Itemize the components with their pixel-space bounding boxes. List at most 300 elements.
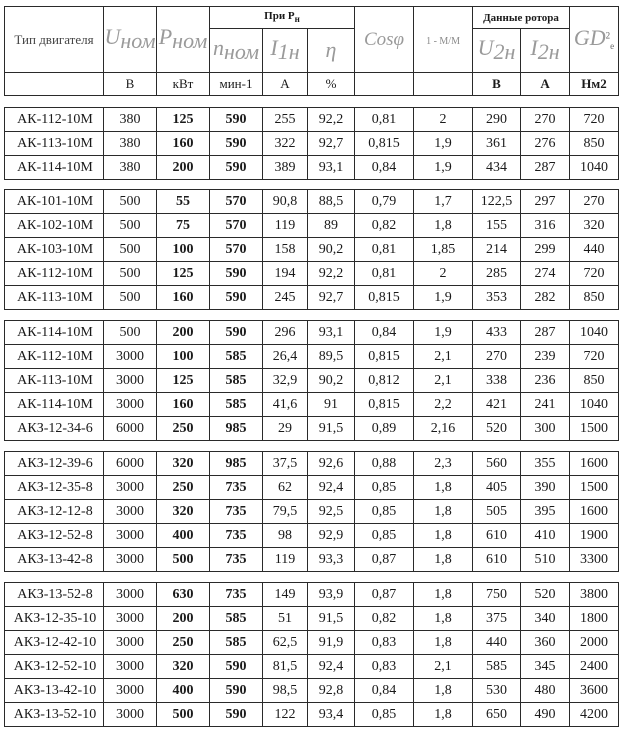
value-cell: 735 (210, 500, 263, 524)
value-cell: 1800 (570, 607, 619, 631)
value-cell: 320 (570, 214, 619, 238)
value-cell: 200 (157, 607, 210, 631)
value-cell: 720 (570, 108, 619, 132)
value-cell: 590 (210, 321, 263, 345)
value-cell: 26,4 (263, 345, 308, 369)
value-cell: 32,9 (263, 369, 308, 393)
value-cell: 2,16 (414, 417, 473, 441)
table-row (5, 417, 619, 441)
table-row (5, 393, 619, 417)
value-cell: 590 (210, 262, 263, 286)
motor-type-cell: АК-102-10М (5, 214, 104, 238)
value-cell: 735 (210, 548, 263, 572)
value-cell: 0,812 (355, 369, 414, 393)
pri-pn-group-header: При $P_н$ (210, 7, 355, 29)
value-cell: 0,82 (355, 214, 414, 238)
value-cell: 433 (473, 321, 521, 345)
value-cell: 590 (210, 132, 263, 156)
value-cell: 0,85 (355, 500, 414, 524)
u-nom-header: $U_{ном}$ (104, 7, 157, 73)
value-cell: 100 (157, 238, 210, 262)
motor-type-cell: АК-112-10М (5, 345, 104, 369)
p-nom-header: $P_{ном}$ (157, 7, 210, 73)
value-cell: 3000 (104, 524, 157, 548)
value-cell: 119 (263, 548, 308, 572)
value-cell: 92,7 (308, 286, 355, 310)
value-cell: 320 (157, 452, 210, 476)
value-cell: 299 (521, 238, 570, 262)
value-cell: 0,82 (355, 607, 414, 631)
value-cell: 1,8 (414, 500, 473, 524)
value-cell: 37,5 (263, 452, 308, 476)
n-nom-header: $n_{ном}$ (210, 29, 263, 73)
table-row (5, 476, 619, 500)
value-cell: 1600 (570, 452, 619, 476)
value-cell: 1,8 (414, 583, 473, 607)
value-cell: 340 (521, 607, 570, 631)
value-cell: 1,9 (414, 321, 473, 345)
value-cell: 1,8 (414, 548, 473, 572)
value-cell: 3000 (104, 548, 157, 572)
value-cell: 1,8 (414, 214, 473, 238)
i1-header: $I_{1н}$ (263, 29, 308, 73)
value-cell: 355 (521, 452, 570, 476)
value-cell: 276 (521, 132, 570, 156)
value-cell: 3000 (104, 631, 157, 655)
value-cell: 300 (521, 417, 570, 441)
value-cell: 3000 (104, 607, 157, 631)
value-cell: 79,5 (263, 500, 308, 524)
value-cell: 125 (157, 369, 210, 393)
value-cell: 81,5 (263, 655, 308, 679)
unit-cell: кВт (157, 73, 210, 96)
value-cell: 214 (473, 238, 521, 262)
table-row (5, 238, 619, 262)
group-table-3 (4, 320, 619, 441)
motor-type-cell: АКЗ-12-34-6 (5, 417, 104, 441)
value-cell: 585 (473, 655, 521, 679)
value-cell: 735 (210, 583, 263, 607)
value-cell: 92,5 (308, 500, 355, 524)
value-cell: 505 (473, 500, 521, 524)
value-cell: 360 (521, 631, 570, 655)
value-cell: 0,815 (355, 286, 414, 310)
rotor-group-header: Данные ротора (473, 7, 570, 29)
value-cell: 3000 (104, 703, 157, 727)
value-cell: 0,815 (355, 345, 414, 369)
value-cell: 590 (210, 679, 263, 703)
value-cell: 160 (157, 286, 210, 310)
value-cell: 0,89 (355, 417, 414, 441)
value-cell: 194 (263, 262, 308, 286)
value-cell: 0,815 (355, 132, 414, 156)
table-row (5, 655, 619, 679)
value-cell: 720 (570, 262, 619, 286)
value-cell: 720 (570, 345, 619, 369)
value-cell: 395 (521, 500, 570, 524)
value-cell: 92,8 (308, 679, 355, 703)
value-cell: 480 (521, 679, 570, 703)
value-cell: 421 (473, 393, 521, 417)
table-row (5, 583, 619, 607)
value-cell: 250 (157, 476, 210, 500)
value-cell: 125 (157, 262, 210, 286)
value-cell: 90,2 (308, 369, 355, 393)
table-row (5, 108, 619, 132)
value-cell: 0,83 (355, 631, 414, 655)
value-cell: 93,3 (308, 548, 355, 572)
value-cell: 296 (263, 321, 308, 345)
value-cell: 500 (157, 703, 210, 727)
value-cell: 380 (104, 108, 157, 132)
value-cell: 850 (570, 286, 619, 310)
value-cell: 75 (157, 214, 210, 238)
type-header: Тип двигателя (5, 7, 104, 73)
value-cell: 500 (104, 321, 157, 345)
value-cell: 3300 (570, 548, 619, 572)
value-cell: 590 (210, 703, 263, 727)
value-cell: 316 (521, 214, 570, 238)
value-cell: 380 (104, 132, 157, 156)
value-cell: 2,1 (414, 369, 473, 393)
motor-type-cell: АК-103-10М (5, 238, 104, 262)
value-cell: 610 (473, 548, 521, 572)
value-cell: 585 (210, 345, 263, 369)
value-cell: 389 (263, 156, 308, 180)
value-cell: 55 (157, 190, 210, 214)
value-cell: 1040 (570, 156, 619, 180)
value-cell: 1,9 (414, 156, 473, 180)
value-cell: 200 (157, 321, 210, 345)
motor-type-cell: АКЗ-13-52-10 (5, 703, 104, 727)
value-cell: 245 (263, 286, 308, 310)
group-table-5 (4, 582, 619, 727)
value-cell: 1,85 (414, 238, 473, 262)
value-cell: 98 (263, 524, 308, 548)
value-cell: 3000 (104, 393, 157, 417)
value-cell: 1900 (570, 524, 619, 548)
table-row (5, 190, 619, 214)
value-cell: 2,1 (414, 345, 473, 369)
value-cell: 41,6 (263, 393, 308, 417)
group-table-2 (4, 189, 619, 310)
value-cell: 88,5 (308, 190, 355, 214)
value-cell: 850 (570, 132, 619, 156)
value-cell: 0,83 (355, 655, 414, 679)
motor-type-cell: АКЗ-12-12-8 (5, 500, 104, 524)
value-cell: 236 (521, 369, 570, 393)
value-cell: 2 (414, 108, 473, 132)
table-row (5, 452, 619, 476)
motor-type-cell: АКЗ-13-42-8 (5, 548, 104, 572)
value-cell: 155 (473, 214, 521, 238)
unit-cell: B (104, 73, 157, 96)
value-cell: 1,8 (414, 607, 473, 631)
value-cell: 3000 (104, 476, 157, 500)
value-cell: 3000 (104, 583, 157, 607)
value-cell: 2,1 (414, 655, 473, 679)
motor-type-cell: АК-114-10М (5, 321, 104, 345)
motor-type-cell: АКЗ-12-42-10 (5, 631, 104, 655)
unit-cell: мин-1 (210, 73, 263, 96)
value-cell: 0,84 (355, 679, 414, 703)
value-cell: 1040 (570, 393, 619, 417)
table-row (5, 156, 619, 180)
value-cell: 90,2 (308, 238, 355, 262)
value-cell: 345 (521, 655, 570, 679)
value-cell: 410 (521, 524, 570, 548)
value-cell: 520 (521, 583, 570, 607)
value-cell: 125 (157, 108, 210, 132)
gd2-header: $GD^2_e$ (570, 7, 619, 73)
value-cell: 297 (521, 190, 570, 214)
value-cell: 0,815 (355, 393, 414, 417)
value-cell: 375 (473, 607, 521, 631)
i2-header: $I_{2н}$ (521, 29, 570, 73)
table-row (5, 321, 619, 345)
value-cell: 610 (473, 524, 521, 548)
value-cell: 1,8 (414, 631, 473, 655)
group-table-4 (4, 451, 619, 572)
value-cell: 6000 (104, 452, 157, 476)
value-cell: 122 (263, 703, 308, 727)
motor-type-cell: АКЗ-12-35-8 (5, 476, 104, 500)
value-cell: 440 (570, 238, 619, 262)
value-cell: 92,2 (308, 262, 355, 286)
value-cell: 400 (157, 524, 210, 548)
value-cell: 270 (570, 190, 619, 214)
value-cell: 2 (414, 262, 473, 286)
motor-type-cell: АКЗ-12-39-6 (5, 452, 104, 476)
value-cell: 287 (521, 321, 570, 345)
value-cell: 1,8 (414, 679, 473, 703)
value-cell: 3600 (570, 679, 619, 703)
value-cell: 322 (263, 132, 308, 156)
value-cell: 3000 (104, 369, 157, 393)
value-cell: 500 (104, 214, 157, 238)
table-row (5, 286, 619, 310)
u2-header: $U_{2н}$ (473, 29, 521, 73)
value-cell: 590 (210, 655, 263, 679)
motor-type-cell: АК-112-10М (5, 108, 104, 132)
value-cell: 0,81 (355, 108, 414, 132)
unit-cell (355, 73, 414, 96)
unit-cell: % (308, 73, 355, 96)
value-cell: 282 (521, 286, 570, 310)
value-cell: 285 (473, 262, 521, 286)
value-cell: 650 (473, 703, 521, 727)
value-cell: 320 (157, 655, 210, 679)
table-row (5, 548, 619, 572)
motor-type-cell: АКЗ-12-52-8 (5, 524, 104, 548)
motor-type-cell: АК-114-10М (5, 156, 104, 180)
value-cell: 510 (521, 548, 570, 572)
value-cell: 290 (473, 108, 521, 132)
unit-cell: Нм2 (570, 73, 619, 96)
value-cell: 160 (157, 393, 210, 417)
value-cell: 570 (210, 214, 263, 238)
value-cell: 585 (210, 369, 263, 393)
value-cell: 6000 (104, 417, 157, 441)
value-cell: 89,5 (308, 345, 355, 369)
table-row (5, 345, 619, 369)
value-cell: 241 (521, 393, 570, 417)
value-cell: 3000 (104, 345, 157, 369)
value-cell: 0,81 (355, 238, 414, 262)
value-cell: 3000 (104, 655, 157, 679)
value-cell: 89 (308, 214, 355, 238)
value-cell: 500 (157, 548, 210, 572)
table-row (5, 369, 619, 393)
value-cell: 2000 (570, 631, 619, 655)
cos-phi-header: Cosφ (355, 7, 414, 73)
value-cell: 500 (104, 238, 157, 262)
motor-type-cell: АКЗ-13-52-8 (5, 583, 104, 607)
value-cell: 93,1 (308, 156, 355, 180)
value-cell: 92,6 (308, 452, 355, 476)
value-cell: 93,4 (308, 703, 355, 727)
table-row (5, 703, 619, 727)
value-cell: 0,81 (355, 262, 414, 286)
value-cell: 320 (157, 500, 210, 524)
value-cell: 3000 (104, 679, 157, 703)
value-cell: 0,79 (355, 190, 414, 214)
value-cell: 93,1 (308, 321, 355, 345)
motor-type-cell: АКЗ-12-52-10 (5, 655, 104, 679)
m-ratio-header: 1 - M/M (414, 7, 473, 73)
value-cell: 250 (157, 417, 210, 441)
motor-type-cell: АК-112-10М (5, 262, 104, 286)
unit-cell: A (263, 73, 308, 96)
unit-type-blank (5, 73, 104, 96)
value-cell: 0,84 (355, 321, 414, 345)
motor-type-cell: АК-114-10М (5, 393, 104, 417)
value-cell: 92,4 (308, 655, 355, 679)
value-cell: 560 (473, 452, 521, 476)
value-cell: 490 (521, 703, 570, 727)
value-cell: 92,4 (308, 476, 355, 500)
value-cell: 90,8 (263, 190, 308, 214)
value-cell: 2,3 (414, 452, 473, 476)
value-cell: 270 (521, 108, 570, 132)
value-cell: 98,5 (263, 679, 308, 703)
table-row (5, 607, 619, 631)
header-table (4, 6, 619, 96)
value-cell: 62,5 (263, 631, 308, 655)
value-cell: 1040 (570, 321, 619, 345)
value-cell: 250 (157, 631, 210, 655)
value-cell: 3000 (104, 500, 157, 524)
value-cell: 380 (104, 156, 157, 180)
value-cell: 520 (473, 417, 521, 441)
value-cell: 29 (263, 417, 308, 441)
value-cell: 500 (104, 286, 157, 310)
value-cell: 92,9 (308, 524, 355, 548)
value-cell: 122,5 (473, 190, 521, 214)
value-cell: 985 (210, 417, 263, 441)
value-cell: 1500 (570, 417, 619, 441)
value-cell: 735 (210, 476, 263, 500)
value-cell: 735 (210, 524, 263, 548)
value-cell: 500 (104, 190, 157, 214)
value-cell: 91,9 (308, 631, 355, 655)
value-cell: 0,88 (355, 452, 414, 476)
value-cell: 270 (473, 345, 521, 369)
group-table-1 (4, 107, 619, 180)
value-cell: 0,85 (355, 703, 414, 727)
value-cell: 2,2 (414, 393, 473, 417)
value-cell: 570 (210, 190, 263, 214)
motor-type-cell: АКЗ-13-42-10 (5, 679, 104, 703)
value-cell: 530 (473, 679, 521, 703)
value-cell: 51 (263, 607, 308, 631)
table-row (5, 262, 619, 286)
value-cell: 400 (157, 679, 210, 703)
value-cell: 91 (308, 393, 355, 417)
value-cell: 405 (473, 476, 521, 500)
value-cell: 630 (157, 583, 210, 607)
table-row (5, 214, 619, 238)
value-cell: 119 (263, 214, 308, 238)
value-cell: 93,9 (308, 583, 355, 607)
motor-type-cell: АК-101-10М (5, 190, 104, 214)
value-cell: 62 (263, 476, 308, 500)
value-cell: 4200 (570, 703, 619, 727)
value-cell: 91,5 (308, 417, 355, 441)
motor-type-cell: АК-113-10М (5, 369, 104, 393)
value-cell: 500 (104, 262, 157, 286)
value-cell: 255 (263, 108, 308, 132)
value-cell: 287 (521, 156, 570, 180)
unit-cell: A (521, 73, 570, 96)
value-cell: 92,7 (308, 132, 355, 156)
table-row (5, 679, 619, 703)
value-cell: 590 (210, 108, 263, 132)
table-row (5, 524, 619, 548)
value-cell: 2400 (570, 655, 619, 679)
value-cell: 590 (210, 286, 263, 310)
motor-type-cell: АК-113-10М (5, 132, 104, 156)
value-cell: 585 (210, 393, 263, 417)
unit-cell (414, 73, 473, 96)
value-cell: 850 (570, 369, 619, 393)
value-cell: 0,87 (355, 583, 414, 607)
value-cell: 0,87 (355, 548, 414, 572)
value-cell: 200 (157, 156, 210, 180)
value-cell: 390 (521, 476, 570, 500)
value-cell: 3800 (570, 583, 619, 607)
value-cell: 570 (210, 238, 263, 262)
value-cell: 1,8 (414, 703, 473, 727)
table-row (5, 631, 619, 655)
unit-cell: B (473, 73, 521, 96)
value-cell: 440 (473, 631, 521, 655)
value-cell: 0,85 (355, 524, 414, 548)
value-cell: 434 (473, 156, 521, 180)
table-row (5, 132, 619, 156)
value-cell: 338 (473, 369, 521, 393)
table-row (5, 500, 619, 524)
eta-header: η (308, 29, 355, 73)
value-cell: 0,84 (355, 156, 414, 180)
motor-type-cell: АК-113-10М (5, 286, 104, 310)
value-cell: 239 (521, 345, 570, 369)
value-cell: 158 (263, 238, 308, 262)
value-cell: 361 (473, 132, 521, 156)
value-cell: 1500 (570, 476, 619, 500)
value-cell: 750 (473, 583, 521, 607)
value-cell: 1,9 (414, 286, 473, 310)
